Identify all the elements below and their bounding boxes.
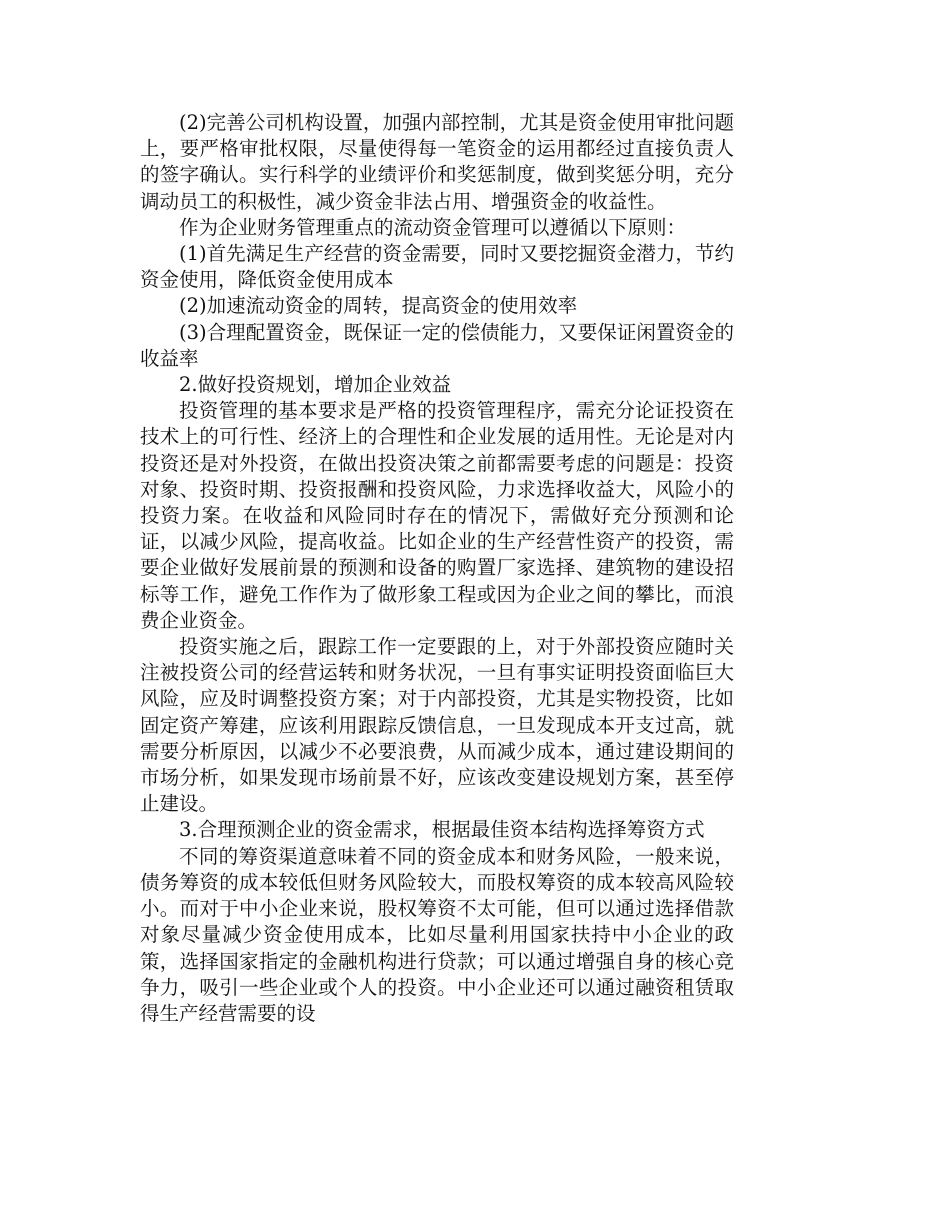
paragraph: 作为企业财务管理重点的流动资金管理可以遵循以下原则：: [179, 215, 687, 239]
paragraph: (2)加速流动资金的周转，提高资金的使用效率: [179, 294, 578, 318]
section-heading: 2.做好投资规划，增加企业效益: [179, 373, 452, 397]
paragraph: (2)完善公司机构设置，加强内部控制，尤其是资金使用审批问题上，要严格审批权限，尽量使得每一笔资金的运用都经过直接负责人的签字确认。实行科学的业绩评价和奖惩制度，做到奖惩分明，充分调动员工的积极性，减少资金非法占用、增强资金的收益性。: [140, 111, 734, 213]
paragraph: (3)合理配置资金，既保证一定的偿债能力，又要保证闲置资金的收益率: [140, 320, 734, 370]
paragraph: 不同的筹资渠道意味着不同的资金成本和财务风险，一般来说，债务筹资的成本较低但财务风险较大，而股权筹资的成本较高风险较小。而对于中小企业来说，股权筹资不太可能，但可以通过选择借款对象尽量减少资金使用成本，比如尽量利用国家扶持中小企业的政策，选择国家指定的金融机构进行贷款；可以通过增强自身的核心竞争力，吸引一些企业或个人的投资。中小企业还可以通过融资租赁取得生产经营需要的设: [140, 844, 734, 1025]
section-heading: 3.合理预测企业的资金需求，根据最佳资本结构选择筹资方式: [179, 818, 705, 842]
paragraph: 投资管理的基本要求是严格的投资管理程序，需充分论证投资在技术上的可行性、经济上的合理性和企业发展的适用性。无论是对内投资还是对外投资，在做出投资决策之前都需要考虑的问题是：投资对象、投资时期、投资报酬和投资风险，力求选择收益大，风险小的投资力案。在收益和风险同时存在的情况下，需做好充分预测和论证，以减少风险，提高收益。比如企业的生产经营性资产的投资，需要企业做好发展前景的预测和设备的购置厂家选择、建筑物的建设招标等工作，避免工作作为了做形象工程或因为企业之间的攀比，而浪费企业资金。: [140, 399, 734, 632]
paragraph: 投资实施之后，跟踪工作一定要跟的上，对于外部投资应随时关注被投资公司的经营运转和财务状况，一旦有事实证明投资面临巨大风险，应及时调整投资方案；对于内部投资，尤其是实物投资，比如固定资产筹建，应该利用跟踪反馈信息，一旦发现成本开支过高，就需要分析原因，以减少不必要浪费，从而减少成本，通过建设期间的市场分析，如果发现市场前景不好，应该改变建设规划方案，甚至停止建设。: [140, 635, 734, 816]
document-page: [140, 110, 734, 1027]
paragraph: (1)首先满足生产经营的资金需要，同时又要挖掘资金潜力，节约资金使用，降低资金使用成本: [140, 242, 734, 292]
